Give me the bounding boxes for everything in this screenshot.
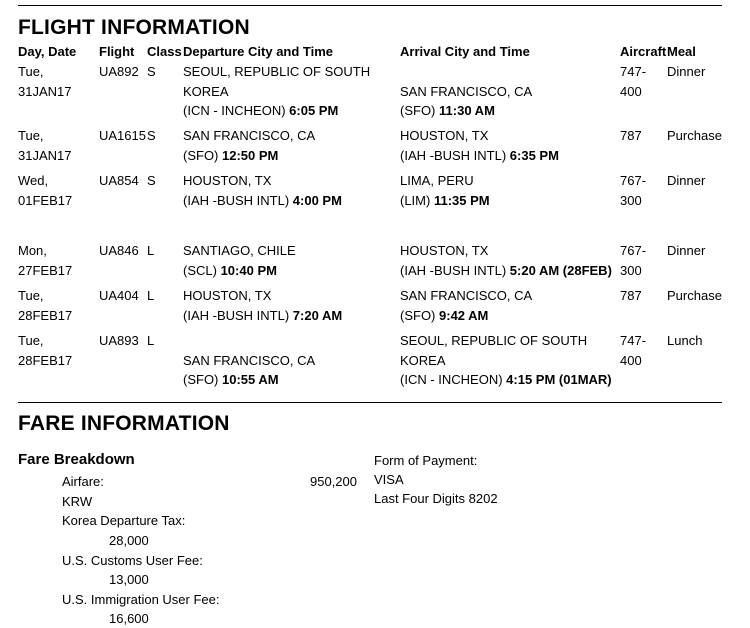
col-header-arrival: Arrival City and Time	[400, 44, 530, 59]
row-departure-airport-time: 4:00 PM	[292, 192, 342, 208]
row-departure-city: SANTIAGO, CHILE	[183, 243, 296, 258]
row-arrival-airport-time: 11:35 PM	[433, 192, 490, 208]
last-four-digits: Last Four Digits 8202	[374, 491, 498, 506]
customs-fee-value: 13,000	[109, 572, 149, 587]
row-departure-airport	[183, 101, 338, 120]
row-arrival-airport	[400, 191, 490, 210]
col-header-aircraft: Aircraft	[620, 44, 667, 59]
row-arrival-city-line2: KOREA	[400, 352, 446, 368]
row-meal: Dinner	[667, 173, 706, 188]
row-aircraft: 747-	[620, 333, 647, 348]
row-arrival-airport	[400, 101, 495, 120]
row-arrival-airport-code: (LIM)	[400, 192, 431, 208]
row-day: Tue,	[18, 128, 44, 143]
row-meal: Purchase	[667, 128, 722, 143]
row-departure-airport-code: (SFO)	[183, 147, 219, 163]
row-aircraft-line2: 300	[620, 192, 642, 208]
row-flight-number: UA854	[99, 173, 139, 188]
row-day: Tue,	[18, 288, 44, 303]
row-departure-city-line2: KOREA	[183, 83, 229, 99]
row-aircraft: 787	[620, 128, 642, 143]
row-class: S	[147, 173, 156, 188]
col-header-meal: Meal	[667, 44, 696, 59]
row-date: 27FEB17	[18, 262, 73, 278]
row-class: L	[147, 288, 155, 303]
row-aircraft: 747-	[620, 64, 647, 79]
row-departure-city: HOUSTON, TX	[183, 288, 272, 303]
row-arrival-city: SAN FRANCISCO, CA	[400, 288, 533, 303]
immigration-fee-label: U.S. Immigration User Fee:	[62, 592, 220, 607]
row-departure-airport-time: 12:50 PM	[222, 147, 279, 163]
payment-label: Form of Payment:	[374, 453, 478, 468]
airfare-currency: KRW	[62, 494, 93, 509]
fare-info-title: FARE INFORMATION	[18, 412, 230, 435]
row-departure-airport	[183, 261, 277, 280]
row-aircraft: 787	[620, 288, 642, 303]
row-arrival-airport-code: (SFO)	[400, 103, 436, 118]
row-departure-airport-code: (ICN - INCHEON)	[183, 103, 286, 118]
row-class: L	[147, 333, 155, 348]
fare-breakdown-title: Fare Breakdown	[18, 451, 135, 468]
row-departure-airport	[183, 191, 342, 210]
row-departure-airport-code: (SFO)	[183, 372, 219, 387]
row-meal: Dinner	[667, 243, 706, 258]
col-header-flight: Flight	[99, 44, 135, 59]
row-arrival-airport-code: (ICN - INCHEON)	[400, 372, 503, 387]
row-arrival-city: SAN FRANCISCO, CA	[400, 83, 533, 99]
row-arrival-city: SEOUL, REPUBLIC OF SOUTH	[400, 333, 588, 348]
row-aircraft: 767-	[620, 243, 647, 258]
row-class: S	[147, 128, 156, 143]
row-departure-city-line2: SAN FRANCISCO, CA	[183, 352, 316, 368]
row-departure-airport-time: 10:40 PM	[220, 262, 277, 278]
row-date: 31JAN17	[18, 83, 72, 99]
row-flight-number: UA892	[99, 64, 139, 79]
row-day: Tue,	[18, 64, 44, 79]
row-arrival-airport	[400, 370, 612, 389]
row-arrival-airport-time: 11:30 AM	[439, 103, 495, 118]
row-departure-airport-time: 10:55 AM	[222, 372, 279, 387]
row-departure-city: SEOUL, REPUBLIC OF SOUTH	[183, 64, 371, 79]
row-meal: Purchase	[667, 288, 722, 303]
row-day: Tue,	[18, 333, 44, 348]
row-arrival-airport-code: (IAH -BUSH INTL)	[400, 147, 507, 163]
row-arrival-airport-code: (IAH -BUSH INTL)	[400, 262, 507, 278]
row-flight-number: UA1615	[99, 128, 146, 143]
row-day: Wed,	[18, 173, 49, 188]
row-departure-airport-code: (IAH -BUSH INTL)	[183, 192, 290, 208]
korea-tax-value: 28,000	[109, 533, 149, 548]
col-header-class: Class	[147, 44, 182, 59]
section-divider	[18, 402, 722, 403]
row-arrival-city: HOUSTON, TX	[400, 243, 489, 258]
row-date: 28FEB17	[18, 352, 73, 368]
row-day: Mon,	[18, 243, 47, 258]
airfare-label: Airfare:	[62, 474, 104, 489]
row-date: 31JAN17	[18, 147, 72, 163]
row-departure-airport-code: (IAH -BUSH INTL)	[183, 307, 290, 323]
row-aircraft: 767-	[620, 173, 647, 188]
row-flight-number: UA893	[99, 333, 139, 348]
row-date: 01FEB17	[18, 192, 73, 208]
row-departure-airport-time: 6:05 PM	[289, 103, 339, 118]
row-arrival-airport	[400, 306, 488, 325]
row-meal: Lunch	[667, 333, 703, 348]
col-header-day-date: Day, Date	[18, 44, 77, 59]
row-arrival-airport-time: 9:42 AM	[439, 307, 489, 323]
row-arrival-airport-time: 6:35 PM	[509, 147, 559, 163]
row-departure-airport	[183, 146, 278, 165]
row-flight-number: UA404	[99, 288, 139, 303]
row-departure-city: HOUSTON, TX	[183, 173, 272, 188]
row-meal: Dinner	[667, 64, 706, 79]
row-arrival-city: LIMA, PERU	[400, 173, 474, 188]
row-aircraft-line2: 400	[620, 352, 642, 368]
row-date: 28FEB17	[18, 307, 73, 323]
row-departure-airport	[183, 370, 279, 389]
korea-tax-label: Korea Departure Tax:	[62, 513, 186, 528]
row-departure-airport-time: 7:20 AM	[292, 307, 343, 323]
row-class: L	[147, 243, 155, 258]
row-arrival-airport-time: 4:15 PM (01MAR)	[506, 372, 612, 387]
customs-fee-label: U.S. Customs User Fee:	[62, 553, 203, 568]
row-arrival-airport-time: 5:20 AM (28FEB)	[509, 262, 612, 278]
payment-type: VISA	[374, 472, 404, 487]
row-class: S	[147, 64, 156, 79]
flight-info-title: FLIGHT INFORMATION	[18, 16, 250, 39]
airfare-value: 950,200	[310, 474, 357, 489]
row-flight-number: UA846	[99, 243, 139, 258]
row-departure-airport	[183, 306, 342, 325]
row-arrival-airport-code: (SFO)	[400, 307, 436, 323]
row-departure-airport-code: (SCL)	[183, 262, 217, 278]
row-aircraft-line2: 400	[620, 83, 642, 99]
immigration-fee-value: 16,600	[109, 611, 149, 626]
row-departure-city: SAN FRANCISCO, CA	[183, 128, 316, 143]
row-arrival-airport	[400, 146, 559, 165]
row-aircraft-line2: 300	[620, 262, 642, 278]
top-divider	[18, 5, 722, 6]
row-arrival-airport	[400, 261, 612, 280]
col-header-departure: Departure City and Time	[183, 44, 334, 59]
row-arrival-city: HOUSTON, TX	[400, 128, 489, 143]
